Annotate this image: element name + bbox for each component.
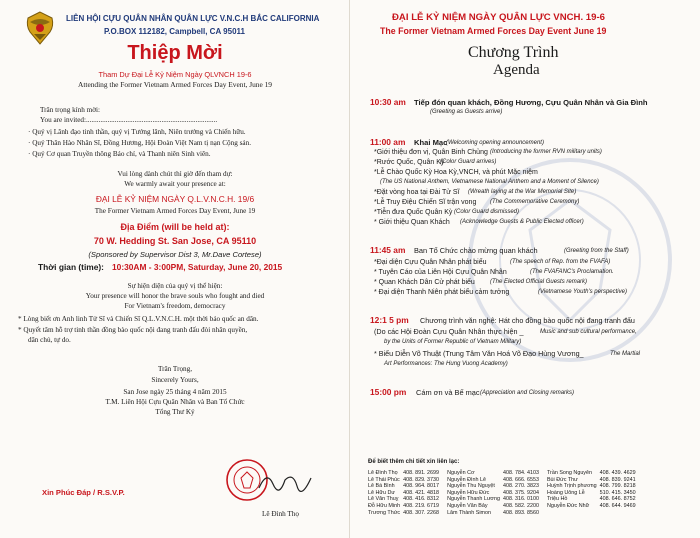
agenda-text: *Giới thiệu đơn vị, Quân Binh Chủng xyxy=(374,149,488,156)
contact-name: Hoàng Uông Lễ xyxy=(546,489,585,496)
armed-forces-emblem-icon xyxy=(24,10,56,46)
contact-phone: 408. 219. 6719 xyxy=(403,502,440,509)
table-row xyxy=(368,477,644,484)
agenda-sub: (The FVAFANC's Proclamation. xyxy=(530,269,614,275)
contact-name: Lê Bá Bình xyxy=(368,483,395,490)
agenda-text: * Quan Khách Dân Cử phát biểu xyxy=(374,279,475,286)
invitee-item: · Quý Thân Hào Nhân Sĩ, Đồng Hương, Hội Đoàn Việt Nam tị nạn Cộng sản. xyxy=(28,139,251,147)
agenda-sub: (Introducing the former RVN military units) xyxy=(490,149,602,155)
venue-label: Địa Điểm (will be held at): xyxy=(120,222,230,232)
agenda-sub: (Acknowledge Guests & Public Elected officer) xyxy=(460,219,584,225)
contact-name: Nguyễn Thu Nguyệt xyxy=(447,483,495,490)
sign-title: Tổng Thư Ký xyxy=(155,408,195,416)
agenda-sub: (Greeting from the Staff) xyxy=(564,248,629,254)
contact-name: Lê Đình Thọ xyxy=(368,470,398,476)
org-sign: T.M. Liên Hội Cựu Quân Nhân và Ban Tổ Chức xyxy=(105,398,245,406)
purpose-item: * Quyết tâm hỗ trợ tinh thần đồng bào quốc nội đang tranh đấu đòi nhân quyền, xyxy=(18,326,248,334)
agenda-text: * Giới thiệu Quan Khách xyxy=(374,219,450,226)
contact-phone: 408. 270. 3823 xyxy=(502,483,539,490)
agenda-text: Chương trình văn nghệ: Hát cho đồng bào quốc nội đang tranh đấu xyxy=(420,316,635,325)
contact-phone: 408. 784. 4103 xyxy=(502,470,539,476)
contact-phone xyxy=(600,510,644,517)
program-title-en: Agenda xyxy=(493,62,540,78)
agenda-time: 15:00 pm xyxy=(370,387,407,397)
contact-phone: 408. 416. 8312 xyxy=(403,496,440,503)
table-row xyxy=(368,483,644,490)
subtitle-vn: Tham Dự Đại Lễ Kỷ Niệm Ngày QLVNCH 19-6 xyxy=(98,70,252,79)
agenda-text: *Đặt vòng hoa tại Đài Tử Sĩ xyxy=(374,189,460,196)
contact-name: Nguyễn Đức Nhữ xyxy=(546,502,590,509)
contact-name: Trương Thức xyxy=(368,509,401,516)
agenda-sub: by the Units of Former Republic of Vietnam Military) xyxy=(384,339,522,345)
subtitle-en: Attending the Former Vietnam Armed Forces Day Event, June 19 xyxy=(78,80,272,89)
agenda-sub: (Greeting as Guests arrive) xyxy=(430,109,503,115)
contact-name: Huỳnh Trịnh phương xyxy=(546,483,597,490)
contact-phone: 408. 891. 2699 xyxy=(403,470,440,476)
contact-phone: 408. 375. 9204 xyxy=(502,489,539,496)
table-row xyxy=(368,470,644,477)
agenda-text: *Tiễn đưa Quốc Quân Kỳ xyxy=(374,209,453,216)
date-line: San Jose ngày 25 tháng 4 năm 2015 xyxy=(123,388,227,396)
agenda-sub: (The Elected Official Guests remark) xyxy=(490,279,588,285)
venue-sponsor: (Sponsored by Supervisor Dist 3, Mr.Dave Cortese) xyxy=(88,250,262,259)
venue-address: 70 W. Hedding St. San Jose, CA 95110 xyxy=(93,236,257,246)
event-name-vn: ĐẠI LỄ KỶ NIỆM NGÀY Q.L.V.N.C.H. 19/6 xyxy=(95,194,255,204)
invitee-item: · Quý vị Lãnh đạo tinh thần, quý vị Tướng lãnh, Niên trưởng và Chiến hữu. xyxy=(28,128,246,136)
await-en: We warmly await your presence at: xyxy=(124,180,226,188)
invitee-item: · Quý Cơ quan Truyền thông Báo chí, và Thanh niên Sinh viên. xyxy=(28,150,211,158)
contact-name: Nguyễn Văn Bảy xyxy=(447,502,488,509)
contact-name: Đỗ Hữu Minh xyxy=(368,502,401,509)
agenda-text: (Do các Hội Đoàn Cựu Quân Nhân thực hiện _ xyxy=(374,327,524,336)
agenda-text: *Rước Quốc, Quân Kỳ xyxy=(374,159,445,166)
contact-phone: 408. 964. 8017 xyxy=(403,483,440,490)
contact-name: Lê Thái Phúc xyxy=(368,476,400,483)
agenda-sub: Music and sub cultural performance, xyxy=(540,329,637,335)
agenda-text: *Đại diện Cựu Quân Nhân phát biểu xyxy=(374,259,487,266)
signer-name: Lê Đình Thọ xyxy=(262,510,299,518)
table-row xyxy=(368,503,644,510)
agenda-sub: (Welcoming opening announcement) xyxy=(446,140,544,146)
program-title-vn: Chương Trình xyxy=(468,44,559,61)
contact-phone: 408. 829. 3730 xyxy=(403,476,440,483)
agenda-time: 12:1 5 pm xyxy=(370,315,409,325)
page-title: Thiệp Mời xyxy=(127,42,223,64)
agenda-sub: (Color Guard dismissed) xyxy=(454,209,520,215)
event-name-en: The Former Vietnam Armed Forces Day Event, June 19 xyxy=(94,207,256,215)
agenda-text: Ban Tổ Chức chào mừng quan khách xyxy=(414,246,538,255)
contact-phone: 408. 316. 0100 xyxy=(502,496,539,503)
contact-directory xyxy=(368,470,644,516)
contact-phone: 408. 893. 8560 xyxy=(502,509,539,516)
purpose-item: * Lòng biết ơn Anh linh Tử Sĩ và Chiến Sĩ Q.L.V.N.C.H. một thời bảo quốc an dân. xyxy=(18,315,259,323)
directory-label: Để biết thêm chi tiết xin liên lạc: xyxy=(368,459,460,465)
agenda-sub: (Color Guard arrives) xyxy=(440,159,497,165)
contact-phone: 408. 666. 6553 xyxy=(502,476,539,483)
contact-phone: 408. 646. 8752 xyxy=(599,496,636,503)
greeting-vn: Trân trọng kính mời: xyxy=(40,106,101,114)
contact-phone: 408. 307. 2268 xyxy=(403,509,440,516)
contact-phone: 408. 421. 4818 xyxy=(403,489,440,496)
agenda-heading-en: The Former Vietnam Armed Forces Day Event June 19 xyxy=(380,26,607,36)
contact-name: Triệu Hồ xyxy=(546,496,568,503)
agenda-sub: (Appreciation and Closing remarks) xyxy=(480,390,575,396)
table-row xyxy=(368,490,644,497)
presence-vn: Sự hiện diện của quý vị thể hiện: xyxy=(127,282,223,290)
agenda-heading-vn: ĐẠI LỄ KỶ NIỆM NGÀY QUÂN LỰC VNCH. 19-6 xyxy=(392,12,606,23)
agenda-text: Tiếp đón quan khách, Đồng Hương, Cựu Quân Nhân và Gia Đình xyxy=(414,98,648,107)
contact-phone: 408. 582. 2200 xyxy=(502,502,539,509)
contact-name xyxy=(547,510,600,517)
contact-name: Nguyễn Thanh Lương xyxy=(447,496,500,503)
purpose-item: dân chủ, tự do. xyxy=(28,336,71,344)
org-name: LIÊN HỘI CỰU QUÂN NHÂN QUÂN LỰC V.N.C.H BẮC CALIFORNIA xyxy=(66,14,320,23)
agenda-text: *Lễ Truy Điệu Chiến Sĩ trận vong xyxy=(374,199,477,206)
agenda-text: Cám ơn và Bế mạc xyxy=(416,388,480,397)
contact-name: Nguyễn Hữu Đức xyxy=(447,489,490,496)
agenda-sub: Art Performances: The Hung Vuong Academy) xyxy=(384,361,508,367)
agenda-text: * Biểu Diễn Võ Thuật (Trung Tâm Văn Hoá Võ Đạo Hùng Vương_ xyxy=(374,349,584,358)
agenda-sub: (Vietnamese Youth's perspective) xyxy=(538,289,627,295)
agenda-sub: The Martial xyxy=(610,351,641,357)
time-value: 10:30AM - 3:00PM, Saturday, June 20, 2015 xyxy=(112,262,283,272)
contact-name: Trần Song Nguyên xyxy=(546,470,593,476)
agenda-text: * Tuyên Cáo của Liên Hội Cựu Quân Nhân xyxy=(374,269,507,276)
contact-name: Lâm Thành Simon xyxy=(447,509,492,516)
agenda-sub: (The US National Anthem, Vietnamese National Anthem and a Moment of Silence) xyxy=(380,179,599,185)
agenda-time: 11:45 am xyxy=(370,245,406,255)
agenda-text: *Lễ Chào Quốc Kỳ Hoa Kỳ,VNCH, và phút Mặc niệm xyxy=(374,169,538,176)
org-address: P.O.BOX 112182, Campbell, CA 95011 xyxy=(104,27,245,36)
greeting-en: You are invited:......................................................................... xyxy=(40,116,218,124)
contact-phone: 510. 415. 3450 xyxy=(599,489,636,496)
contact-name: Lê Hữu Dư xyxy=(368,489,395,496)
agenda-time: 10:30 am xyxy=(370,97,406,107)
contact-name: Nguyễn Đình Lê xyxy=(447,476,487,483)
presence-en-1: Your presence will honor the brave souls who fought and died xyxy=(85,292,265,300)
contact-phone: 408. 439. 4629 xyxy=(599,470,636,476)
agenda-text: Khai Mạc xyxy=(414,138,448,147)
table-row xyxy=(368,510,644,517)
closing-vn: Trân Trọng, xyxy=(157,365,193,373)
time-label: Thời gian (time): xyxy=(38,262,104,272)
contact-name: Nguyễn Cơ xyxy=(447,470,475,476)
await-vn: Vui lòng dành chút thì giờ đến tham dự: xyxy=(117,170,233,178)
agenda-sub: (The Commemorative Ceremony) xyxy=(490,199,580,205)
table-row xyxy=(368,496,644,503)
contact-phone: 408. 644. 9469 xyxy=(599,502,636,509)
contact-phone: 408. 799. 8218 xyxy=(599,483,636,490)
contact-name: Lê Văn Thuỵ xyxy=(368,496,399,503)
agenda-time: 11:00 am xyxy=(370,137,406,147)
agenda-text: * Đại diện Thanh Niên phát biểu cảm tưởng xyxy=(374,289,510,296)
signature-icon xyxy=(255,466,315,496)
agenda-sub: (The speech of Rep. from the FVAFA) xyxy=(510,259,611,265)
agenda-sub: (Wreath laying at the War Memorial Site) xyxy=(468,189,577,195)
contact-name: Bùi Đức Thư xyxy=(546,476,578,483)
presence-en-2: For Vietnam's freedom, democracy xyxy=(124,302,226,310)
contact-phone: 408. 839. 9241 xyxy=(599,476,636,483)
closing-en: Sincerely Yours, xyxy=(151,376,199,384)
rsvp-label: Xin Phúc Đáp / R.S.V.P. xyxy=(42,488,125,497)
